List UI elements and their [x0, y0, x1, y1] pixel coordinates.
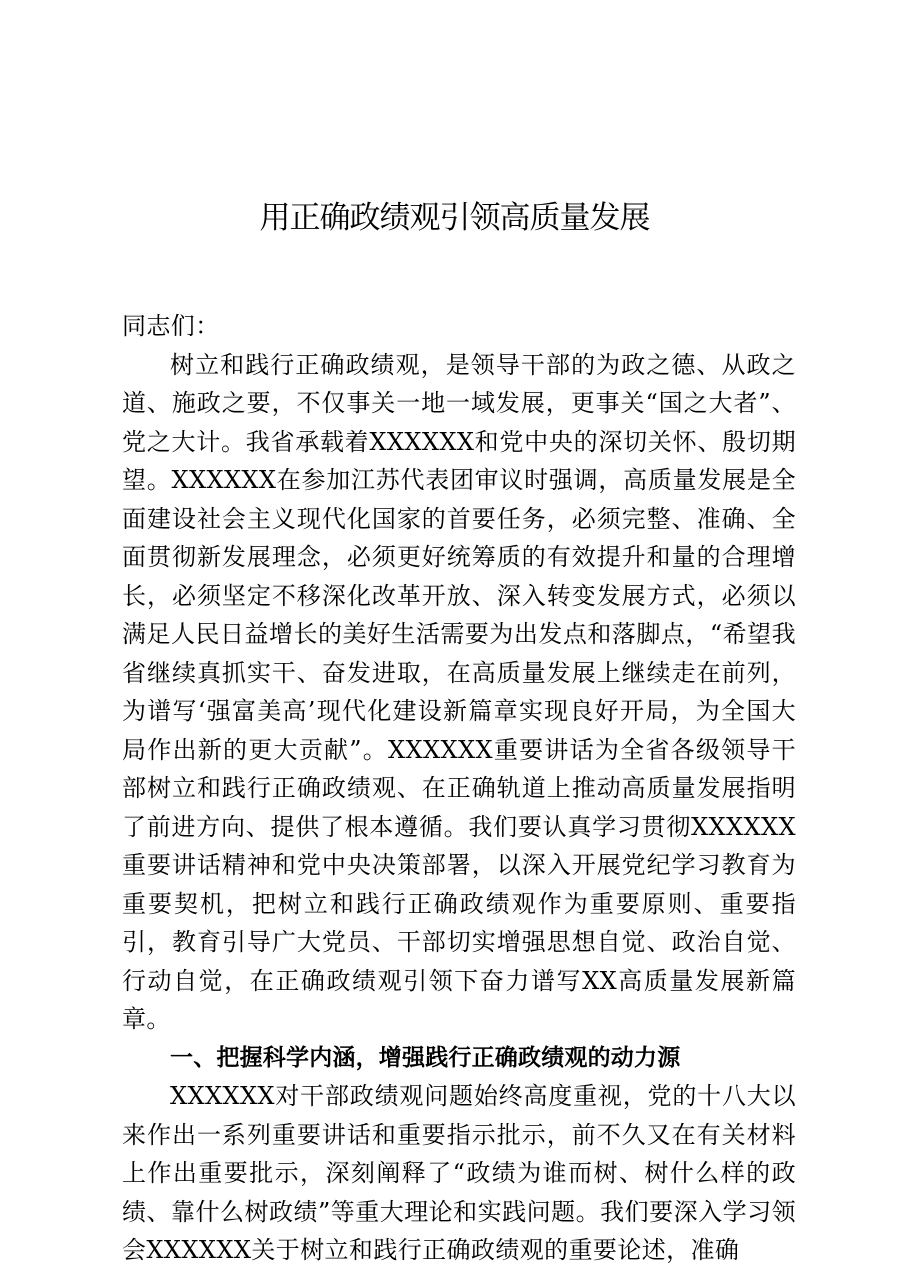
document-body [122, 307, 796, 1270]
paragraph-section-1: XXXXXX对干部政绩观问题始终高度重视，党的十八大以来作出一系列重要讲话和重要指示批示，前不久又在有关材料上作出重要批示，深刻阐释了“政绩为谁而树、树什么样的政绩、靠什么树政绩”等重大理论和实践问题。我们要深入学习领会XXXXXX关于树立和践行正确政绩观的重要论述，准确 [122, 1082, 796, 1264]
section-heading-1: 一、把握科学内涵，增强践行正确政绩观的动力源 [170, 1044, 681, 1071]
document-title: 用正确政绩观引领高质量发展 [259, 200, 650, 236]
salutation: 同志们： [122, 312, 220, 340]
paragraph-intro: 树立和践行正确政绩观，是领导干部的为政之德、从政之道、施政之要，不仅事关一地一域发展，更事关“国之大者”、党之大计。我省承载着XXXXXX和党中央的深切关怀、殷切期望。XXXXXX在参加江苏代表团审议时强调，高质量发展是全面建设社会主义现代化国家的首要任务，必须完整、准确、全面贯彻新发展理念，必须更好统筹质的有效提升和量的合理增长，必须坚定不移深化改革开放、深入转变发展方式，必须以满足人民日益增长的美好生活需要为出发点和落脚点，“希望我省继续真抓实干、奋发进取，在高质量发展上继续走在前列，为谱写‘强富美高’现代化建设新篇章实现良好开局，为全国大局作出新的更大贡献”。XXXXXX重要讲话为全省各级领导干部树立和践行正确政绩观、在正确轨道上推动高质量发展指明了前进方向、提供了根本遵循。我们要认真学习贯彻XXXXXX重要讲话精神和党中央决策部署，以深入开展党纪学习教育为重要契机，把树立和践行正确政绩观作为重要原则、重要指引，教育引导广大党员、干部切实增强思想自觉、政治自觉、行动自觉，在正确政绩观引领下奋力谱写XX高质量发展新篇章。 [122, 350, 796, 1033]
